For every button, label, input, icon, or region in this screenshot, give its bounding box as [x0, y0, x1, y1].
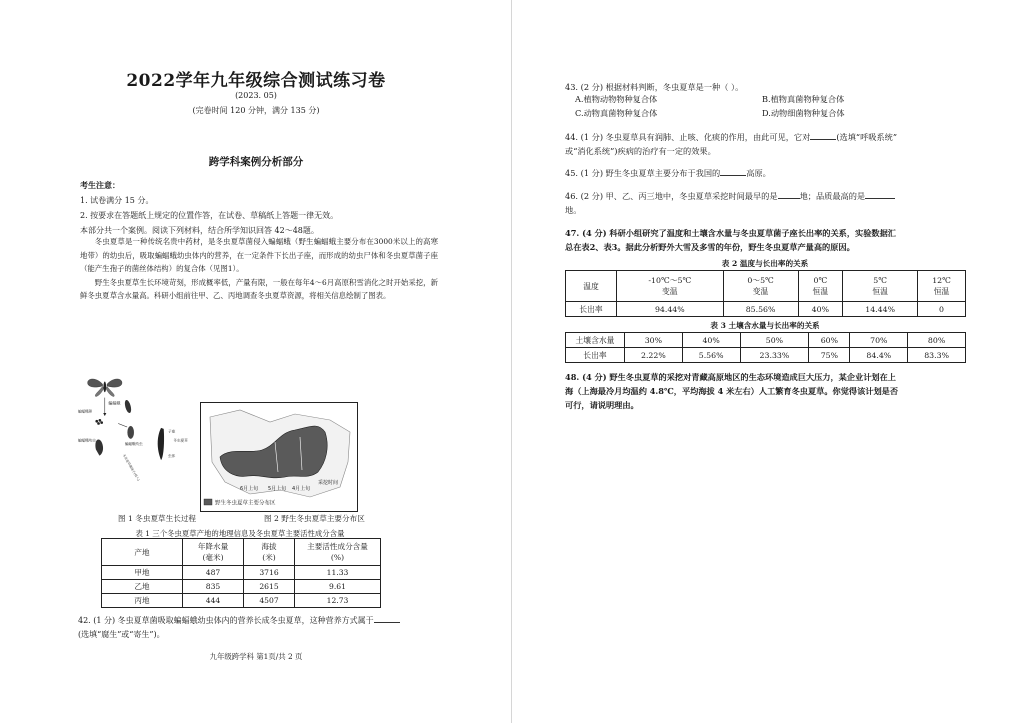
question-46 [565, 189, 965, 217]
q45-text: 45. (1 分) 野生冬虫夏草主要分布于我国的 [565, 168, 721, 178]
material-paragraph: 野生冬虫夏草生长环境苛刻，形成概率低，产量有限，一般在每年4～6月高原积雪消化之时开始采挖，新鲜冬虫夏草含水量高。科研小组前往甲、乙、丙地调查冬虫夏草资源，将相关信息绘制了图表。 [80, 277, 438, 301]
table2-cell: 94.44% [617, 302, 724, 317]
q43-option-c[interactable]: C.动物真菌物种复合体 [575, 108, 658, 118]
note-item: 2. 按要求在答题纸上规定的位置作答，在试卷、草稿纸上答题一律无效。 [80, 211, 339, 220]
q42-text: 42. (1 分) 冬虫夏草菌吸取蝙蝠蛾幼虫体内的营养长成冬虫夏草，这种营养方式属于 [78, 616, 374, 625]
question-44 [565, 130, 965, 158]
candidate-notes [80, 178, 440, 238]
table2-caption: 表 2 温度与长出率的关系 [721, 259, 809, 268]
answer-blank[interactable] [720, 166, 746, 176]
table1-cell: 12.73 [295, 594, 381, 608]
label-body: 虫体 [168, 453, 176, 458]
table-row [566, 348, 966, 363]
table1-header: 海拔 (米) [244, 539, 295, 566]
question-42 [78, 613, 438, 642]
table2-cell: 0℃ 恒温 [798, 271, 843, 302]
table3 [565, 332, 966, 363]
figure2-caption: 图 2 野生冬虫夏草主要分布区 [264, 514, 365, 523]
table3-cell: 80% [908, 333, 966, 348]
table1-caption: 表 1 三个冬虫夏草产地的地理信息及冬虫夏草主要活性成分含量 [135, 529, 345, 538]
figure2-distribution-map [200, 402, 358, 512]
table1-cell: 3716 [244, 566, 295, 580]
table3-cell: 40% [682, 333, 740, 348]
table1-cell: 2615 [244, 580, 295, 594]
table1-cell: 甲地 [102, 566, 183, 580]
figure1-lifecycle-diagram [78, 324, 203, 514]
egg-icon [95, 419, 103, 425]
q47-text: 总在表2、表3。据此分析野外大雪及多雪的年份，野生冬虫夏草产量高的原因。 [565, 242, 855, 252]
material-paragraph: 冬虫夏草是一种传统名贵中药材，是冬虫夏草菌侵入蝙蝠蛾（野生蝙蝠蛾主要分布在3000米以上的高寒地带）的幼虫后，吸取蝙蝠蛾幼虫体内的营养，在一定条件下长出子座，而形成的幼虫尸体和冬虫夏草菌子座（能产生孢子的菌丝体结构）的复合体（见图1）。 [80, 237, 438, 274]
legend-swatch [204, 499, 212, 505]
table3-cell: 84.4% [850, 348, 908, 363]
table2 [565, 270, 966, 317]
table2-cell: -10℃～5℃ 变温 [617, 271, 724, 302]
q45-text: 高原。 [746, 168, 771, 178]
table2-cell: 0 [918, 302, 966, 317]
table2-cell: 40% [798, 302, 843, 317]
q47-text: 47. (4 分) 科研小组研究了温度和土壤含水量与冬虫夏草菌子座长出率的关系，实验数据汇 [565, 228, 896, 238]
map-label: 4月上旬 [292, 486, 311, 492]
q43-option-a[interactable]: A.植物动物物种复合体 [575, 94, 658, 104]
exam-time-info: (完卷时间 120 分钟，满分 135 分) [192, 106, 320, 115]
table3-caption: 表 3 土壤含水量与长出率的关系 [710, 321, 820, 330]
table2-cell: 85.56% [723, 302, 798, 317]
question-43 [565, 80, 965, 94]
figure1-caption: 图 1 冬虫夏草生长过程 [118, 514, 197, 523]
table2-row-label: 长出率 [566, 302, 617, 317]
label-larva: 蝙蝠蛾幼虫 [124, 441, 143, 446]
label-spore: 冬虫夏草菌孢子(侵入) [121, 453, 141, 482]
table3-row-label: 土壤含水量 [566, 333, 625, 348]
q48-text: 海（上海最冷月均温约 4.8℃，平均海拔 4 米左右）人工繁育冬虫夏草。你觉得该计划是否 [565, 386, 899, 396]
case-material [80, 235, 438, 303]
table3-cell: 70% [850, 333, 908, 348]
table2-cell: 12℃ 恒温 [918, 271, 966, 302]
table3-cell: 50% [740, 333, 809, 348]
table1-cell: 835 [183, 580, 244, 594]
label-egg: 蝙蝠蛾卵 [78, 409, 93, 414]
question-48 [565, 370, 965, 412]
q43-option-d[interactable]: D.动物细菌物种复合体 [762, 108, 845, 118]
cordyceps-icon [158, 428, 164, 460]
map-label: 5月上旬 [268, 486, 287, 492]
q42-text: (选填“腐生”或“寄生”)。 [78, 630, 165, 639]
q46-text: 地；品质最高的是 [799, 191, 866, 201]
table-row [566, 333, 966, 348]
exam-title: 2022学年九年级综合测试练习卷 [126, 71, 386, 91]
table1 [101, 538, 381, 608]
table3-cell: 83.3% [908, 348, 966, 363]
table3-cell: 75% [809, 348, 850, 363]
table1-cell: 4507 [244, 594, 295, 608]
table2-cell: 14.44% [843, 302, 918, 317]
q48-text: 48. (4 分) 野生冬虫夏草的采挖对青藏高原地区的生态环境造成巨大压力，某企业计划在上 [565, 372, 896, 382]
exam-date: (2023. 05) [235, 91, 277, 100]
label-infected: 蝙蝠蛾幼虫 [78, 438, 96, 443]
table3-cell: 30% [625, 333, 683, 348]
q44-text: 44. (1 分) 冬虫夏草具有润肺、止咳、化痰的作用，由此可见，它对 [565, 132, 811, 142]
table1-cell: 9.61 [295, 580, 381, 594]
table2-cell: 0～5℃ 变温 [723, 271, 798, 302]
table1-cell: 444 [183, 594, 244, 608]
q44-text: 或“消化系统”)疾病的治疗有一定的效果。 [565, 146, 716, 156]
section-title: 跨学科案例分析部分 [208, 156, 304, 168]
label-stroma: 子座 [168, 429, 176, 434]
map-label: 6月上旬 [240, 486, 259, 492]
table3-row-label: 长出率 [566, 348, 625, 363]
table3-cell: 60% [809, 333, 850, 348]
table-row [102, 566, 381, 580]
table-row [102, 594, 381, 608]
table3-cell: 5.56% [682, 348, 740, 363]
table2-cell: 5℃ 恒温 [843, 271, 918, 302]
q46-text: 46. (2 分) 甲、乙、丙三地中，冬虫夏草采挖时间最早的是 [565, 191, 778, 201]
table-row [102, 580, 381, 594]
q46-text: 地。 [565, 205, 582, 215]
moth-icon [88, 379, 122, 397]
larva-icon [128, 426, 134, 439]
table3-cell: 2.22% [625, 348, 683, 363]
note-item: 1. 试卷满分 15 分。 [80, 196, 154, 205]
q43-option-b[interactable]: B.植物真菌物种复合体 [762, 94, 845, 104]
answer-blank[interactable] [865, 189, 895, 199]
label-moth: 蝙蝠蛾 [108, 400, 121, 406]
map-legend-label: 野生冬虫夏草主要分布区 [215, 500, 276, 507]
table2-row-label: 温度 [566, 271, 617, 302]
table1-cell: 乙地 [102, 580, 183, 594]
table1-header: 年降水量 (毫米) [183, 539, 244, 566]
page-footer: 九年级跨学科 第1页/共 2 页 [209, 652, 303, 661]
table1-header: 主要活性成分含量 (%) [295, 539, 381, 566]
table1-cell: 11.33 [295, 566, 381, 580]
infected-larva-icon [95, 440, 103, 456]
answer-blank[interactable] [374, 613, 400, 623]
table1-header: 产地 [102, 539, 183, 566]
map-label: 采挖时间 [318, 480, 339, 486]
table1-cell: 丙地 [102, 594, 183, 608]
q48-text: 可行，请说明理由。 [565, 400, 639, 410]
answer-blank[interactable] [810, 130, 836, 140]
notes-title: 考生注意： [80, 180, 120, 190]
question-47 [565, 226, 965, 254]
table1-cell: 487 [183, 566, 244, 580]
answer-blank[interactable] [778, 189, 800, 199]
note-item: 本部分共一个案例。阅读下列材料，结合所学知识回答 42～48题。 [80, 226, 319, 235]
pupa-icon [124, 399, 133, 413]
q43-stem: 43. (2 分) 根据材料判断，冬虫夏草是一种（ ）。 [565, 82, 744, 92]
table-row [566, 302, 966, 317]
label-cordyceps: 冬虫夏草 [173, 438, 188, 443]
q44-text: (选填“呼吸系统” [836, 132, 898, 142]
question-45 [565, 166, 965, 180]
table3-cell: 23.33% [740, 348, 809, 363]
